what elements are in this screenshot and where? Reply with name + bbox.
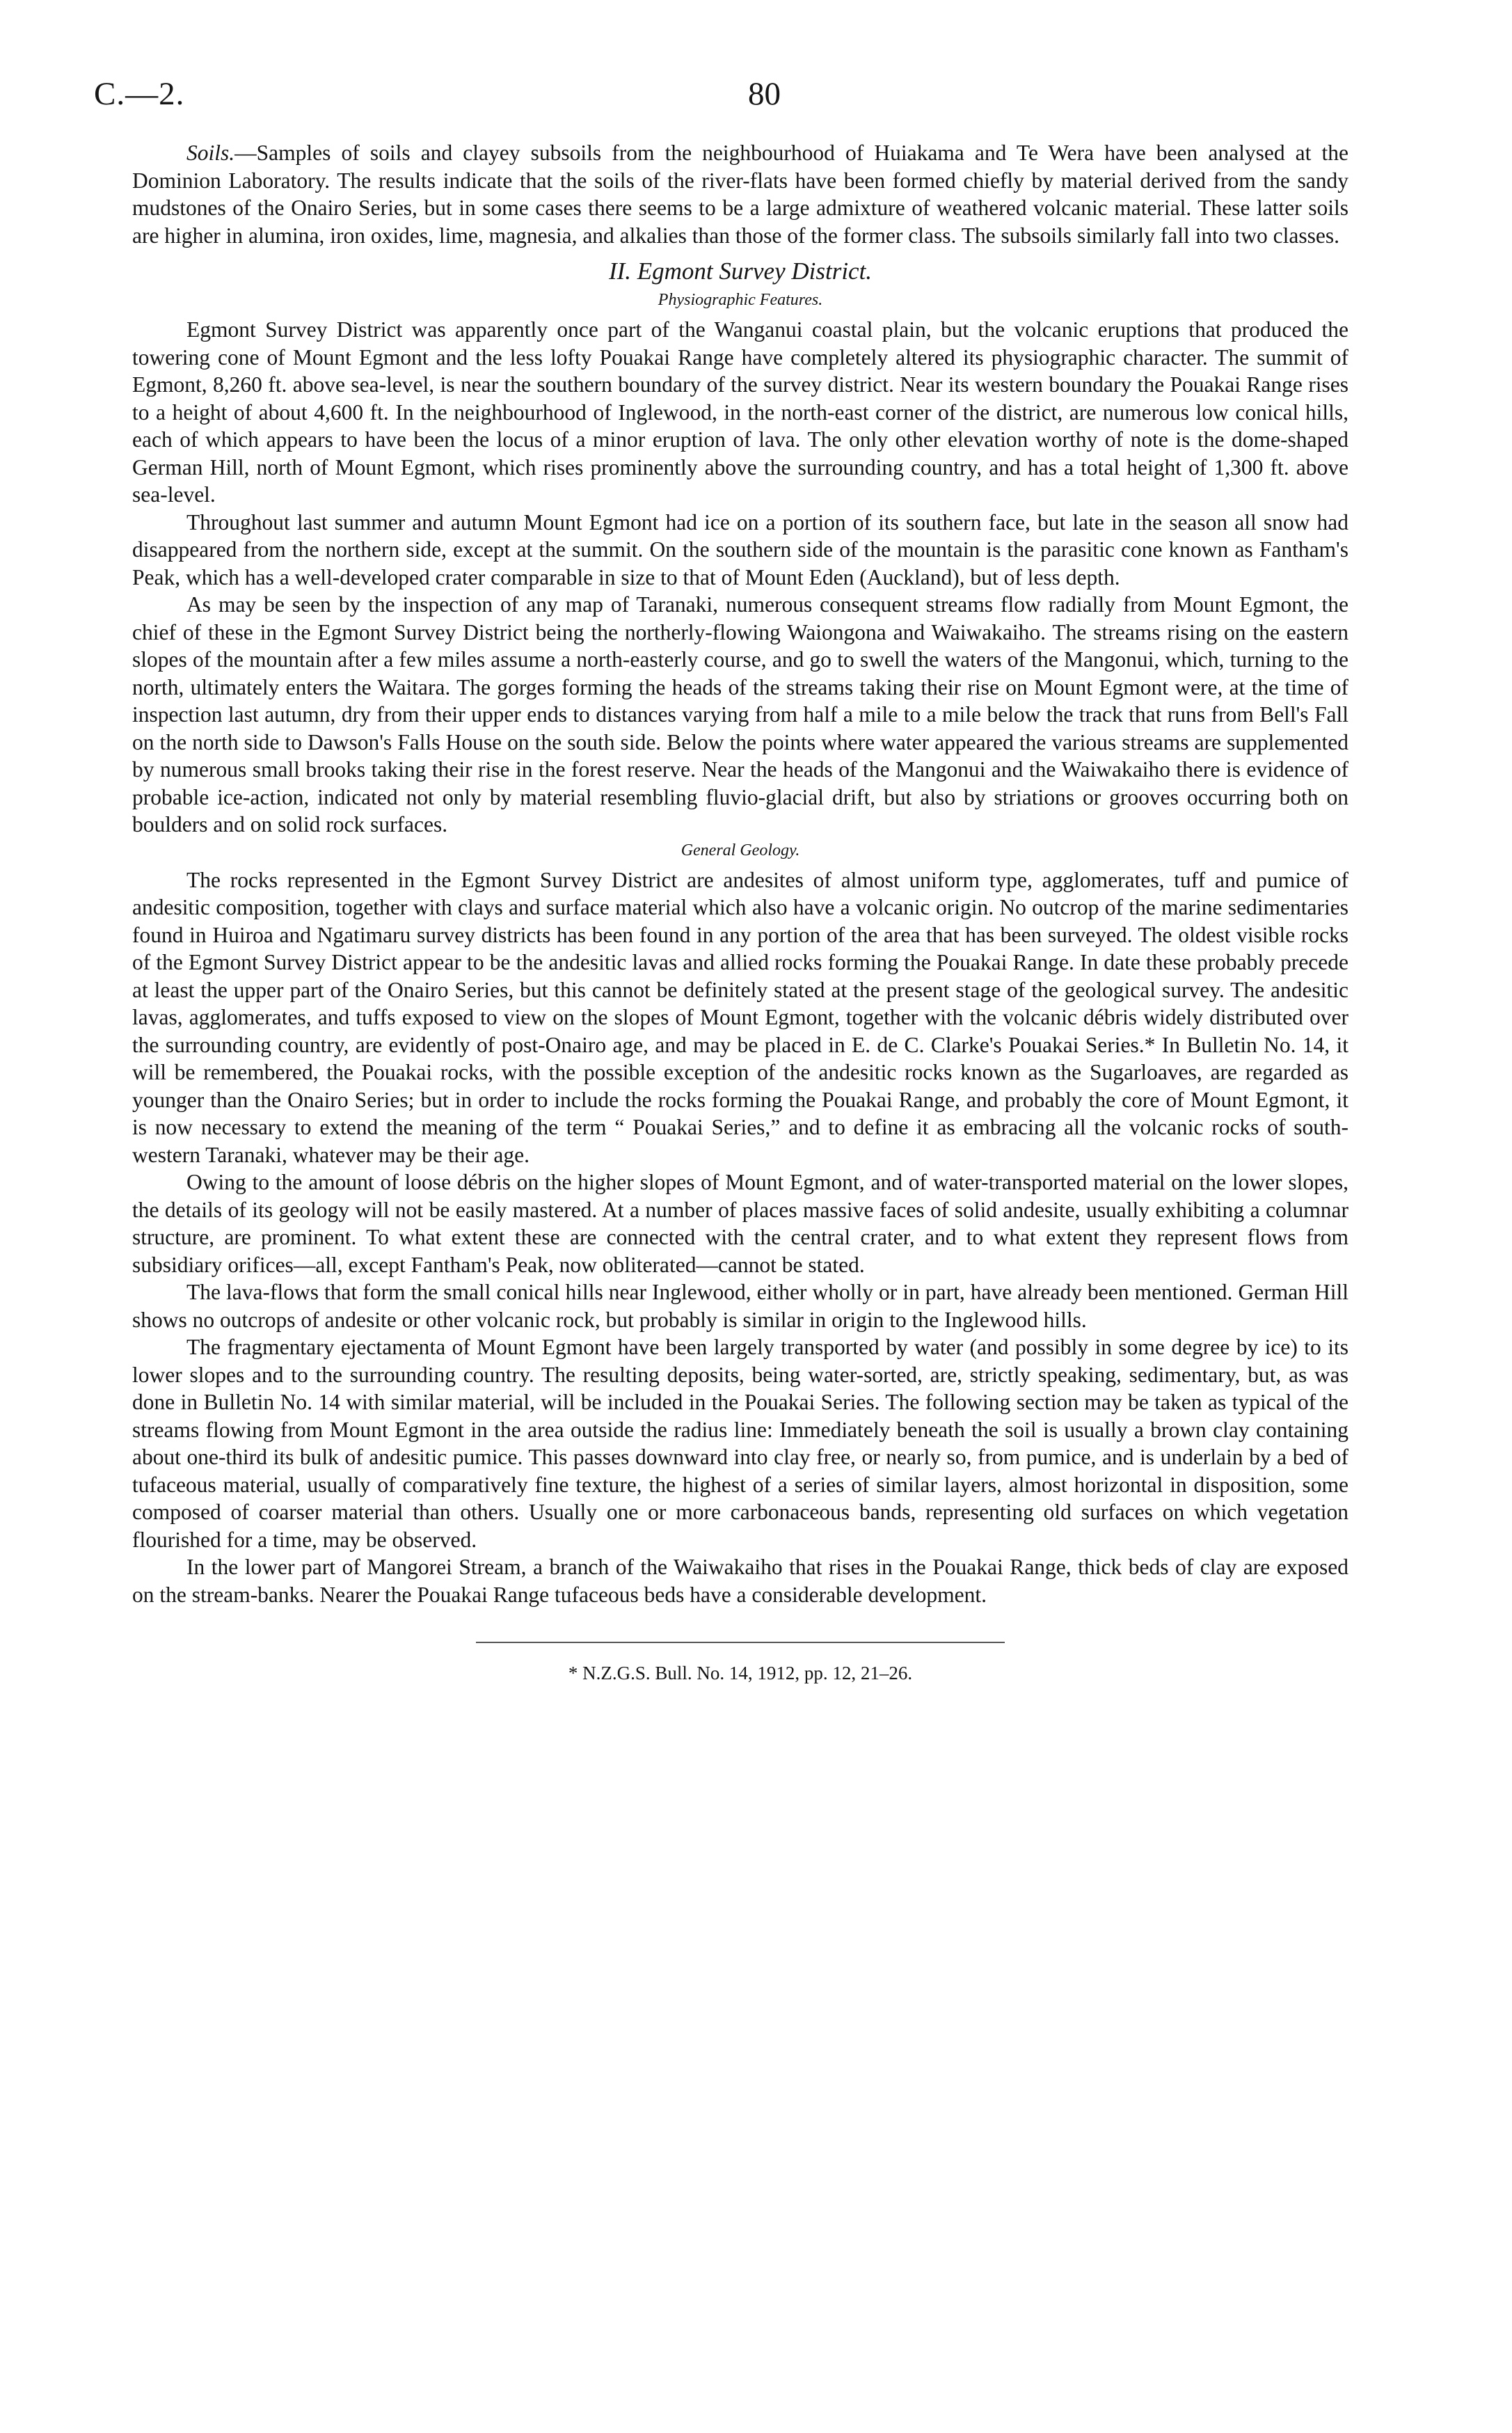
paragraph: Throughout last summer and autumn Mount Egmont had ice on a portion of its southern face, but late in the season all snow had disappeared from the northern side, except at the summit. On the southern side of the mountain is the parasitic cone known as Fantham's Peak, which has a well-developed crater comparable in size to that of Mount Eden (Auckland), but of less depth. bbox=[132, 509, 1348, 589]
footnote: * N.Z.G.S. Bull. No. 14, 1912, pp. 12, 21–26. bbox=[568, 1663, 913, 1683]
geology-heading: General Geology. bbox=[681, 841, 800, 859]
footnote-divider bbox=[476, 1642, 1005, 1643]
paragraph: As may be seen by the inspection of any map of Taranaki, numerous consequent streams flow radially from Mount Egmont, the chief of these in the Egmont Survey District being the northerly-flowing Waiongona and Waiwakaiho. The streams rising on the eastern slopes of the mountain after a few miles assume a north-easterly course, and go to swell the waters of the Mangonui, which, turning to the north, ultimately enters the Waitara. The gorges forming the heads of the streams taking their rise on Mount Egmont were, at the time of inspection last autumn, dry from their upper ends to distances varying from half a mile to a mile below the track that runs from Bell's Fall on the north side to Dawson's Falls House on the south side. Below the points where water appeared the various streams are supplemented by numerous small brooks taking their rise in the forest reserve. Near the heads of the Mangonui and the Waiwakaiho there is evidence of probable ice-action, indicated not only by material resembling fluvio-glacial drift, but also by striations or grooves occurring both on boulders and on solid rock surfaces. bbox=[132, 592, 1348, 837]
page-number: 80 bbox=[748, 76, 781, 112]
paragraph: The lava-flows that form the small conical hills near Inglewood, either wholly or in part, have already been mentioned. German Hill shows no outcrops of andesite or other volcanic rock, but probably is similar in origin to the Inglewood hills. bbox=[132, 1280, 1348, 1332]
soils-lead: Soils. bbox=[186, 141, 235, 165]
paragraph: The fragmentary ejectamenta of Mount Egmont have been largely transported by water (and possibly in some degree by ice) to its lower slopes and to the surrounding country. The resulting deposits, being water-sorted, are, strictly speaking, sedimentary, but, as was done in Bulletin No. 14 with similar material, will be included in the Pouakai Series. The following section may be taken as typical of the streams flowing from Mount Egmont in the area outside the radius line: Immediately beneath the soil is usually a brown clay containing about one-third its bulk of andesitic pumice. This passes downward into clay free, or nearly so, from pumice, and is underlain by a bed of tufaceous material, usually of comparatively fine texture, the highest of a series of similar layers, almost horizontal in disposition, some composed of coarser material than others. Usually one or more carbonaceous bands, representing old surfaces on which vegetation flourished for a time, may be observed. bbox=[132, 1335, 1348, 1552]
paragraph: Owing to the amount of loose débris on the higher slopes of Mount Egmont, and of water-transported material on the lower slopes, the details of its geology will not be easily mastered. At a number of places massive faces of solid andesite, usually exhibiting a columnar structure, are prominent. To what extent these are connected with the central crater, and to what extent they represent flows from subsidiary orifices—all, except Fantham's Peak, now obliterated—cannot be stated. bbox=[132, 1170, 1348, 1277]
page-body bbox=[132, 139, 1348, 1685]
paragraph: Egmont Survey District was apparently once part of the Wanganui coastal plain, but the volcanic eruptions that produced the towering cone of Mount Egmont and the less lofty Pouakai Range have completely altered its physiographic character. The summit of Egmont, 8,260 ft. above sea-level, is near the southern boundary of the survey district. Near its western boundary the Pouakai Range rises to a height of about 4,600 ft. In the neighbourhood of Inglewood, in the north-east corner of the district, are numerous low conical hills, each of which appears to have been the locus of a minor eruption of lava. The only other elevation worthy of note is the dome-shaped German Hill, north of Mount Egmont, which rises prominently above the surrounding country, and has a total height of 1,300 ft. above sea-level. bbox=[132, 317, 1348, 507]
paragraph: In the lower part of Mangorei Stream, a branch of the Waiwakaiho that rises in the Pouakai Range, thick beds of clay are exposed on the stream-banks. Nearer the Pouakai Range tufaceous beds have a considerable development. bbox=[132, 1555, 1348, 1607]
physiographic-heading: Physiographic Features. bbox=[658, 291, 823, 309]
page-header bbox=[94, 75, 1348, 124]
section-title: II. Egmont Survey District. bbox=[608, 257, 873, 285]
paragraph: The rocks represented in the Egmont Survey District are andesites of almost uniform type, agglomerates, tuff and pumice of andesitic composition, together with clays and surface material which also have a volcanic origin. No outcrop of the marine sedimentaries found in Huiroa and Ngatimaru survey districts has been found in any portion of the area that has been surveyed. The oldest visible rocks of the Egmont Survey District appear to be the andesitic lavas and allied rocks forming the Pouakai Range. In date these probably precede at least the upper part of the Onairo Series, but this cannot be definitely stated at the present stage of the geological survey. The andesitic lavas, agglomerates, and tuffs exposed to view on the slopes of Mount Egmont, together with the volcanic débris widely distributed over the surrounding country, are evidently of post-Onairo age, and may be placed in E. de C. Clarke's Pouakai Series.* In Bulletin No. 14, it will be remembered, the Pouakai rocks, with the possible exception of the andesitic rocks known as the Sugarloaves, are regarded as younger than the Onairo Series; but in order to include the rocks forming the Pouakai Range, and probably the core of Mount Egmont, it is now necessary to extend the meaning of the term “ Pouakai Series,” and to define it as embracing all the volcanic rocks of south-western Taranaki, whatever may be their age. bbox=[132, 867, 1348, 1167]
soils-paragraph bbox=[132, 139, 1348, 249]
document-reference: C.—2. bbox=[94, 76, 185, 112]
soils-text: —Samples of soils and clayey subsoils from the neighbourhood of Huiakama and Te Wera have been analysed at the Dominion Laboratory. The results indicate that the soils of the river-flats have been formed chiefly by material derived from the sandy mudstones of the Onairo Series, but in some cases there seems to be a large admixture of weathered volcanic material. These latter soils are higher in alumina, iron oxides, lime, magnesia, and alkalies than those of the former class. The subsoils similarly fall into two classes. bbox=[132, 141, 1348, 248]
